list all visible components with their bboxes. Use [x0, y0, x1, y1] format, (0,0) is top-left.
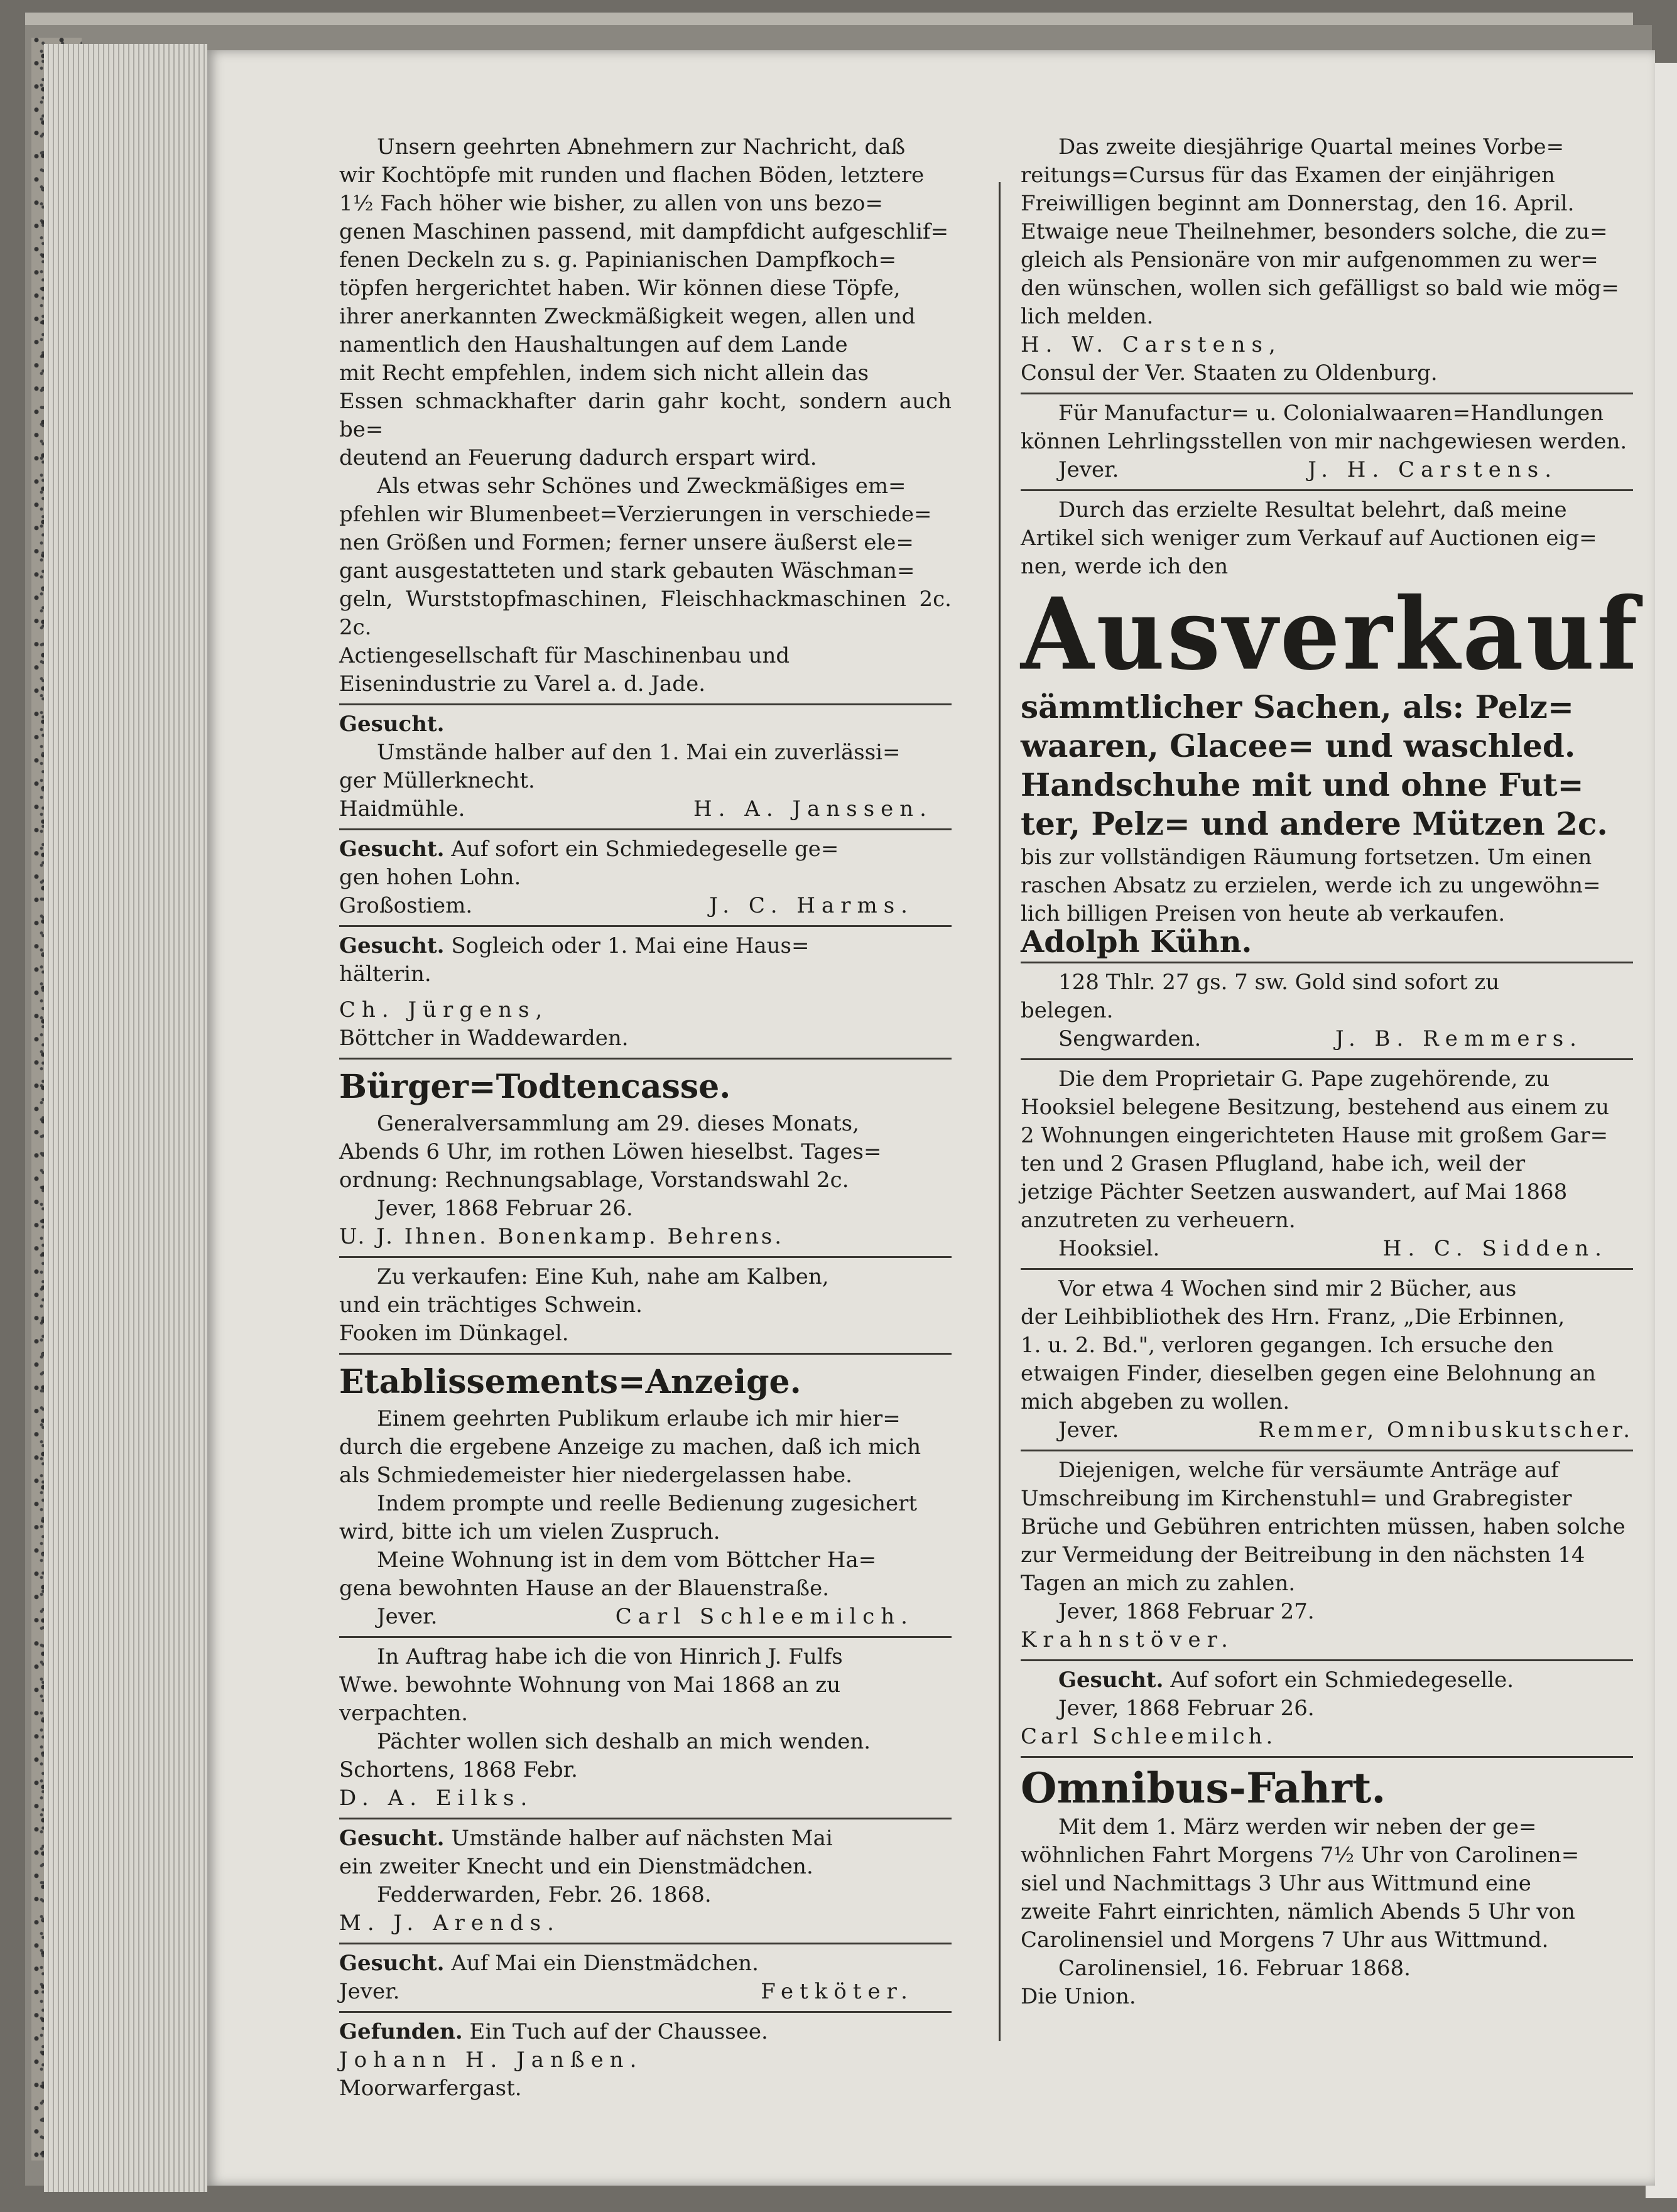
text-line: ter, Pelz= und andere Mützen 2c. — [1021, 805, 1608, 842]
text-line: Durch das erzielte Resultat belehrt, daß meine — [1058, 497, 1567, 523]
text-line: verpachten. — [339, 1701, 469, 1726]
text-line: Artikel sich weniger zum Verkauf auf Auctionen eig= — [1021, 526, 1597, 551]
ad-buecher — [1021, 1274, 1633, 1446]
ad-heading: Gesucht. — [339, 837, 445, 862]
ad-ausverkauf — [1021, 495, 1641, 960]
ad-gold — [1021, 967, 1633, 1054]
text-line — [339, 932, 952, 960]
signature: Die Union. — [1021, 1984, 1136, 2009]
text-line: zweite Fahrt einrichten, nämlich Abends 5 Uhr von — [1021, 1899, 1575, 1924]
ad-besitzung-pape — [1021, 1064, 1633, 1264]
ad-heading: Gefunden. — [339, 2019, 463, 2044]
signature: J. B. Remmers. — [1335, 1026, 1583, 1051]
text-line: als Schmiedemeister hier niedergelassen habe. — [339, 1463, 852, 1488]
signature: Carl Schleemilch. — [1021, 1724, 1277, 1749]
text-line: 2 Wohnungen eingerichteten Hause mit großem Gar= — [1021, 1123, 1609, 1148]
text-line: bis zur vollständigen Räumung fortsetzen. Um einen — [1021, 845, 1592, 870]
ad-heading: Gesucht. — [339, 1826, 445, 1851]
divider — [339, 2011, 952, 2013]
text-line: ein zweiter Knecht und ein Dienstmädchen. — [339, 1854, 813, 1879]
ad-title: Bürger=Todtencasse. — [339, 1068, 731, 1106]
text-line: 1½ Fach höher wie bisher, zu allen von uns bezo= — [339, 191, 883, 216]
place: Haidmühle. — [339, 796, 465, 821]
right-column — [1021, 132, 1641, 2012]
ad-title: Omnibus-Fahrt. — [1021, 1764, 1386, 1813]
signature: H. W. Carstens, — [1021, 332, 1282, 357]
text-line: gena bewohnten Hause an der Blauenstraße. — [339, 1576, 830, 1601]
divider — [339, 1636, 952, 1638]
text-line: Mit dem 1. März werden wir neben der ge= — [1058, 1814, 1537, 1840]
text-line: Essen schmackhafter darin gahr kocht, sondern auch be= — [339, 389, 952, 442]
place: Jever. — [1058, 1418, 1119, 1443]
text-line: namentlich den Haushaltungen auf dem Lande — [339, 332, 848, 357]
ad-title: Etablissements=Anzeige. — [339, 1363, 801, 1401]
text-line: gen hohen Lohn. — [339, 865, 521, 890]
text-line: wird, bitte ich um vielen Zuspruch. — [339, 1519, 720, 1544]
ad-heading: Gesucht. — [339, 1951, 445, 1976]
date: Jever, 1868 Februar 26. — [1058, 1696, 1315, 1721]
date: Carolinensiel, 16. Februar 1868. — [1058, 1956, 1411, 1981]
signature: Remmer, Omnibuskutscher. — [1258, 1418, 1633, 1443]
divider — [1021, 1058, 1633, 1060]
text-line: Unsern geehrten Abnehmern zur Nachricht, daß — [377, 134, 906, 160]
divider — [339, 703, 952, 705]
signature: Fetköter. — [761, 1979, 914, 2004]
text-line: Umschreibung im Kirchenstuhl= und Grabregister — [1021, 1486, 1572, 1511]
text-line: lich billigen Preisen von heute ab verkaufen. — [1021, 901, 1506, 926]
place: Jever. — [377, 1604, 438, 1629]
text-line: nen, werde ich den — [1021, 554, 1229, 579]
text-line — [339, 2018, 952, 2046]
place: Hooksiel. — [1058, 1236, 1160, 1261]
text-line: sämmtlicher Sachen, als: Pelz= — [1021, 688, 1574, 725]
text-line: belegen. — [1021, 998, 1114, 1023]
signature: Krahnstöver. — [1021, 1627, 1234, 1652]
text-line: 1. u. 2. Bd.", verloren gegangen. Ich ersuche den — [1021, 1333, 1554, 1358]
signature: D. A. Eilks. — [339, 1786, 534, 1811]
signature: Consul der Ver. Staaten zu Oldenburg. — [1021, 361, 1438, 386]
place: Jever. — [1058, 457, 1119, 482]
text-line: etwaigen Finder, dieselben gegen eine Belohnung an — [1021, 1361, 1596, 1386]
text-line: ihrer anerkannten Zweckmäßigkeit wegen, allen und — [339, 304, 916, 329]
text-line — [339, 1949, 952, 1978]
text-line: töpfen hergerichtet haben. Wir können diese Töpfe, — [339, 276, 901, 301]
text-line: Vor etwa 4 Wochen sind mir 2 Bücher, aus — [1058, 1276, 1517, 1301]
signature: J. H. Carstens. — [1308, 457, 1558, 482]
text-line: waaren, Glacee= und waschled. — [1021, 727, 1576, 764]
text-line: hälterin. — [339, 962, 431, 987]
text-line: siel und Nachmittags 3 Uhr aus Wittmund eine — [1021, 1871, 1531, 1896]
text-line: Pächter wollen sich deshalb an mich wenden. — [377, 1729, 871, 1754]
text-line: raschen Absatz zu erzielen, werde ich zu ungewöhn= — [1021, 873, 1601, 898]
ad-gesucht-haushaelterin — [339, 931, 952, 1054]
text-line: Zu verkaufen: Eine Kuh, nahe am Kalben, — [377, 1264, 829, 1289]
text-line: deutend an Feuerung dadurch erspart wird. — [339, 445, 817, 470]
divider — [1021, 393, 1633, 394]
signature: J. C. Harms. — [709, 893, 914, 918]
text-line: anzutreten zu verheuern. — [1021, 1208, 1296, 1233]
text-line: Abends 6 Uhr, im rothen Löwen hieselbst. Tages= — [339, 1139, 882, 1164]
text-line: können Lehrlingsstellen von mir nachgewiesen werden. — [1021, 429, 1627, 454]
column-divider — [999, 182, 1001, 2041]
text-line: Als etwas sehr Schönes und Zweckmäßiges em= — [377, 474, 906, 499]
divider — [1021, 1756, 1633, 1758]
text-line: durch die ergebene Anzeige zu machen, daß ich mich — [339, 1434, 921, 1460]
ad-gesucht-knecht — [339, 1823, 952, 1939]
signature: Carl Schleemilch. — [615, 1604, 914, 1629]
text-line: Tagen an mich zu zahlen. — [1021, 1571, 1296, 1596]
text-line — [1021, 1666, 1633, 1694]
text-line: und ein trächtiges Schwein. — [339, 1293, 643, 1318]
text-line: Etwaige neue Theilnehmer, besonders solche, die zu= — [1021, 219, 1608, 244]
text-line: mich abgeben zu wollen. — [1021, 1389, 1290, 1414]
text-line: gant ausgestatteten und stark gebauten Wäschman= — [339, 558, 915, 583]
ad-gesucht-schmiedegeselle-2 — [1021, 1665, 1633, 1752]
date: Fedderwarden, Febr. 26. 1868. — [377, 1882, 712, 1907]
divider — [1021, 1450, 1633, 1451]
text-line: Hooksiel belegene Besitzung, bestehend aus einem zu — [1021, 1095, 1609, 1120]
ad-kochtoepfe — [339, 132, 952, 700]
text-line: gleich als Pensionäre von mir aufgenommen zu wer= — [1021, 247, 1598, 273]
text-line: Generalversammlung am 29. dieses Monats, — [377, 1111, 859, 1136]
ad-heading: Gesucht. — [1058, 1667, 1164, 1693]
place: Jever. — [339, 1979, 400, 2004]
text-line: wir Kochtöpfe mit runden und flachen Böden, letztere — [339, 163, 925, 188]
text-line: pfehlen wir Blumenbeet=Verzierungen in verschiede= — [339, 502, 932, 527]
text-line: jetzige Pächter Seetzen auswandert, auf Mai 1868 — [1021, 1179, 1568, 1205]
ad-lehrlingsstellen — [1021, 398, 1633, 485]
signature: Ch. Jürgens, — [339, 997, 549, 1022]
text-line: mit Recht empfehlen, indem sich nicht allein das — [339, 361, 869, 386]
ad-gesucht-dienstmaedchen — [339, 1948, 952, 2007]
text-line: zur Vermeidung der Beitreibung in den nächsten 14 — [1021, 1542, 1585, 1568]
text-line — [339, 1824, 952, 1853]
text-line: In Auftrag habe ich die von Hinrich J. Fulfs — [377, 1644, 843, 1669]
text-line: Wwe. bewohnte Wohnung von Mai 1868 an zu — [339, 1673, 841, 1698]
ad-zu-verkaufen — [339, 1262, 952, 1349]
text-line: Auf sofort ein Schmiedegeselle ge= — [451, 837, 839, 862]
text-line: Carolinensiel und Morgens 7 Uhr aus Wittmund. — [1021, 1927, 1549, 1953]
text-line: genen Maschinen passend, mit dampfdicht aufgeschlif= — [339, 219, 949, 244]
place: Sengwarden. — [1058, 1026, 1202, 1051]
ad-verpachten — [339, 1642, 952, 1814]
divider — [339, 1818, 952, 1819]
text-line: Ein Tuch auf der Chaussee. — [469, 2019, 768, 2044]
date: Jever, 1868 Februar 26. — [377, 1196, 633, 1221]
signature: Fooken im Dünkagel. — [339, 1321, 569, 1346]
divider — [1021, 962, 1633, 963]
left-column — [339, 132, 952, 2104]
text-line: lich melden. — [1021, 304, 1154, 329]
divider — [339, 1353, 952, 1355]
signature: H. A. Janssen. — [693, 796, 933, 821]
text-line: Umstände halber auf den 1. Mai ein zuverlässi= — [377, 740, 901, 765]
place: Großostiem. — [339, 893, 473, 918]
date: Schortens, 1868 Febr. — [339, 1757, 578, 1782]
text-line: fenen Deckeln zu s. g. Papinianischen Dampfkoch= — [339, 247, 897, 273]
text-line: Sogleich oder 1. Mai eine Haus= — [451, 933, 810, 958]
ad-etablissement — [339, 1358, 952, 1632]
divider — [1021, 1659, 1633, 1661]
divider — [1021, 489, 1633, 491]
text-line: Auf sofort ein Schmiedegeselle. — [1170, 1667, 1514, 1693]
signature: Moorwarfergast. — [339, 2076, 522, 2101]
ad-gesucht-schmiedegeselle — [339, 834, 952, 921]
signature: Adolph Kühn. — [1021, 924, 1252, 960]
ad-title: Ausverkauf — [1021, 576, 1641, 693]
ad-todtencasse — [339, 1063, 952, 1252]
divider — [339, 1058, 952, 1060]
text-line: Umstände halber auf nächsten Mai — [451, 1826, 833, 1851]
text-line: ger Müllerknecht. — [339, 768, 535, 793]
text-line: Handschuhe mit und ohne Fut= — [1021, 766, 1584, 803]
divider — [1021, 1268, 1633, 1270]
text-line: 128 Thlr. 27 gs. 7 sw. Gold sind sofort zu — [1058, 970, 1500, 995]
text-line: reitungs=Cursus für das Examen der einjährigen — [1021, 163, 1555, 188]
text-line: ordnung: Rechnungsablage, Vorstandswahl 2c. — [339, 1168, 849, 1193]
text-line: Diejenigen, welche für versäumte Anträge auf — [1058, 1458, 1559, 1483]
signature: Böttcher in Waddewarden. — [339, 1026, 629, 1051]
page-stack — [44, 44, 207, 2192]
signature: Actiengesellschaft für Maschinenbau und — [339, 643, 790, 668]
text-line: wöhnlichen Fahrt Morgens 7½ Uhr von Carolinen= — [1021, 1843, 1580, 1868]
text-line: Brüche und Gebühren entrichten müssen, haben solche — [1021, 1514, 1625, 1539]
ad-heading: Gesucht. — [339, 933, 445, 958]
signature: H. C. Sidden. — [1382, 1236, 1608, 1261]
divider — [339, 925, 952, 927]
text-line: Indem prompte und reelle Bedienung zugesichert — [377, 1491, 918, 1516]
text-line: geln, Wurststopfmaschinen, Fleischhackmaschinen 2c. 2c. — [339, 587, 952, 640]
text-line: nen Größen und Formen; ferner unsere äußerst ele= — [339, 530, 914, 555]
signature: Johann H. Janßen. — [339, 2047, 643, 2073]
ad-omnibus-fahrt — [1021, 1762, 1633, 2012]
text-line: Die dem Proprietair G. Pape zugehörende, zu — [1058, 1066, 1549, 1092]
text-line: ten und 2 Grasen Pflugland, habe ich, weil der — [1021, 1151, 1526, 1176]
text-line: Meine Wohnung ist in dem vom Böttcher Ha= — [377, 1548, 877, 1573]
text-line — [339, 835, 952, 864]
ad-heading: Gesucht. — [339, 712, 445, 737]
divider — [339, 828, 952, 830]
signature: M. J. Arends. — [339, 1911, 560, 1936]
text-line: Das zweite diesjährige Quartal meines Vorbe= — [1058, 134, 1565, 160]
ad-vorbereitungs-cursus — [1021, 132, 1633, 389]
text-line: Einem geehrten Publikum erlaube ich mir hier= — [377, 1406, 901, 1431]
text-line: Für Manufactur= u. Colonialwaaren=Handlungen — [1058, 401, 1604, 426]
ad-gefunden — [339, 2017, 952, 2104]
ad-kirchenstuhl — [1021, 1455, 1633, 1656]
date: Jever, 1868 Februar 27. — [1058, 1599, 1315, 1624]
signature: U. J. Ihnen. Bonenkamp. Behrens. — [339, 1224, 784, 1249]
text-line: der Leihbibliothek des Hrn. Franz, „Die Erbinnen, — [1021, 1304, 1565, 1330]
signature: Eisenindustrie zu Varel a. d. Jade. — [339, 671, 705, 697]
divider — [339, 1943, 952, 1944]
divider — [339, 1256, 952, 1258]
text-line: Auf Mai ein Dienstmädchen. — [451, 1951, 759, 1976]
text-line: Freiwilligen beginnt am Donnerstag, den 16. April. — [1021, 191, 1575, 216]
ad-gesucht-muellerknecht — [339, 709, 952, 825]
text-line: den wünschen, wollen sich gefälligst so bald wie mög= — [1021, 276, 1619, 301]
